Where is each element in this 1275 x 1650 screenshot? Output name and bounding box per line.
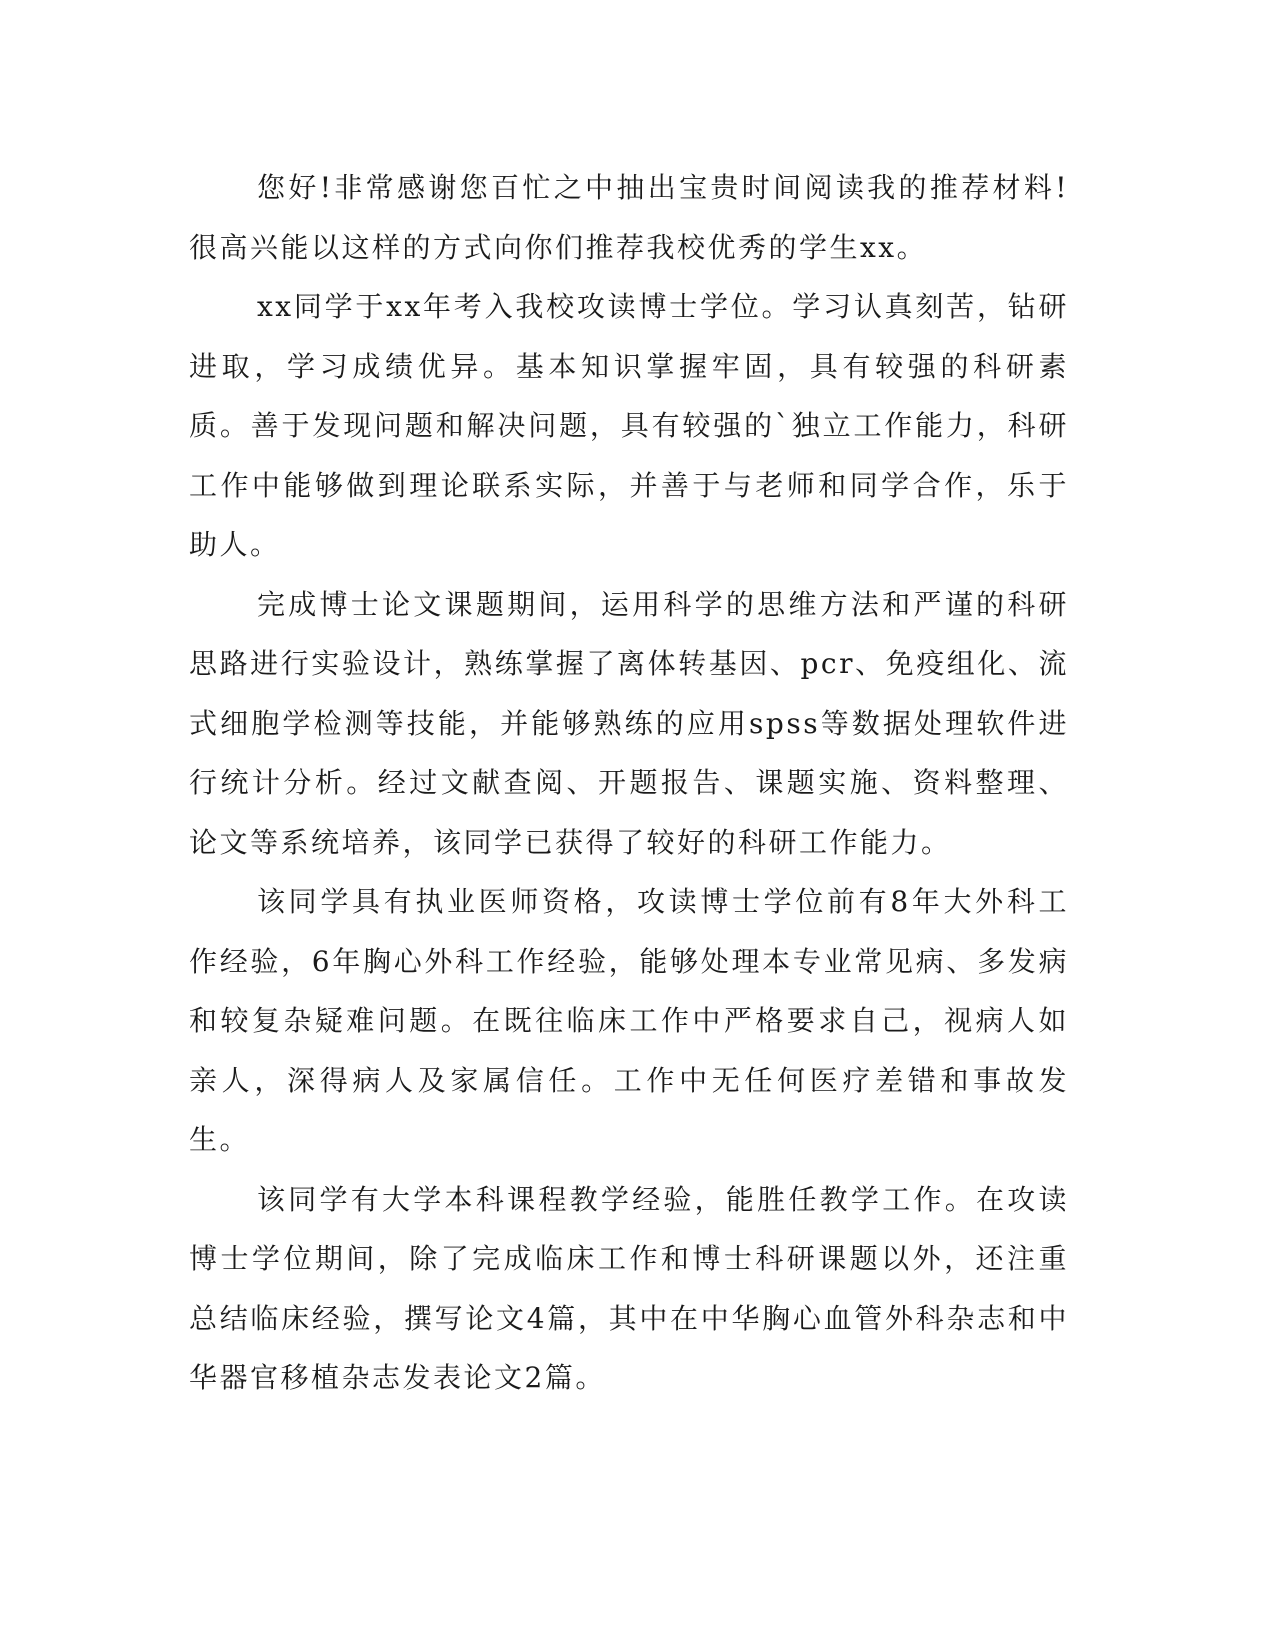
paragraph-teaching-publications: 该同学有大学本科课程教学经验，能胜任教学工作。在攻读博士学位期间，除了完成临床工作和博士科研课题以外，还注重总结临床经验，撰写论文4篇，其中在中华胸心血管外科杂志和中华器官移植杂志发表论文2篇。 — [189, 1182, 1069, 1394]
letter-body — [189, 158, 1069, 1408]
paragraph-academic-performance: xx同学于xx年考入我校攻读博士学位。学习认真刻苦，钻研进取，学习成绩优异。基本知识掌握牢固，具有较强的科研素质。善于发现问题和解决问题，具有较强的`独立工作能力，科研工作中能够做到理论联系实际，并善于与老师和同学合作，乐于助人。 — [189, 290, 1069, 561]
paragraph-clinical-experience: 该同学具有执业医师资格，攻读博士学位前有8年大外科工作经验，6年胸心外科工作经验，能够处理本专业常见病、多发病和较复杂疑难问题。在既往临床工作中严格要求自己，视病人如亲人，深得病人及家属信任。工作中无任何医疗差错和事故发生。 — [189, 885, 1069, 1156]
paragraph-research-skills: 完成博士论文课题期间，运用科学的思维方法和严谨的科研思路进行实验设计，熟练掌握了离体转基因、pcr、免疫组化、流式细胞学检测等技能，并能够熟练的应用spss等数据处理软件进行统计分析。经过文献查阅、开题报告、课题实施、资料整理、论文等系统培养，该同学已获得了较好的科研工作能力。 — [189, 587, 1069, 859]
paragraph-greeting: 您好!非常感谢您百忙之中抽出宝贵时间阅读我的推荐材料!很高兴能以这样的方式向你们推荐我校优秀的学生xx。 — [189, 171, 1069, 264]
